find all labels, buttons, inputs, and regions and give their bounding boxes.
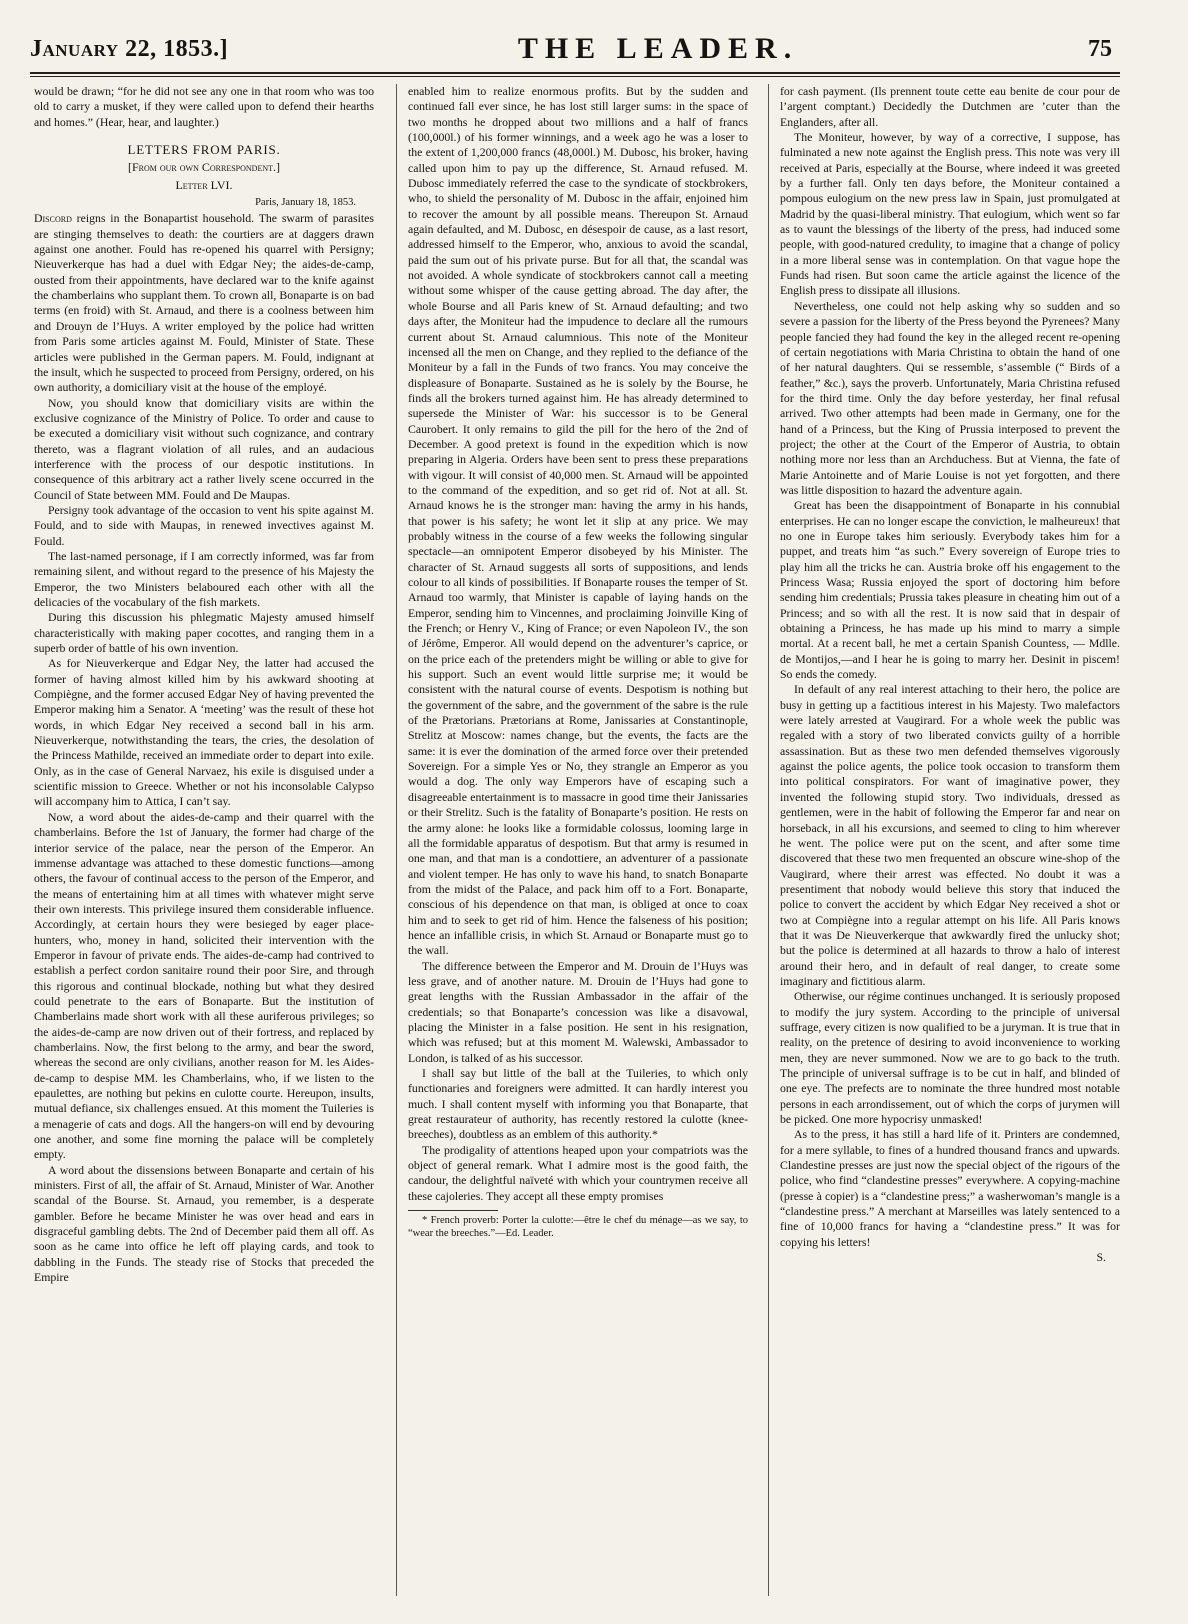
paragraph: I shall say but little of the ball at the Tuileries, to which only functionaries and foreigners were admitted. It can hardly interest you much. I shall content myself with informing you that Bonaparte, that great restaurateur of authority, has recently restored la culotte (knee-breeches), doubtless as an emblem of this authority.*: [408, 1066, 748, 1142]
paragraph: As to the press, it has still a hard life of it. Printers are condemned, for a mere syllable, to fines of a hundred thousand francs and upwards. Clandestine presses are just now the special object of the rigours of the police, who find “clandestine presses” everywhere. A copying-machine (presse à copier) is a “clandestine press;” a washerwoman’s mangle is a “clandestine press.” A merchant at Marseilles was lately sentenced to a fine of 10,000 francs for having a “clandestine press.” It was for copying his letters!: [780, 1127, 1120, 1249]
paragraph: The prodigality of attentions heaped upon your compatriots was the object of general remark. What I admire most is the good faith, the candour, the delightful naïveté with which your countrymen receive all these cajoleries. They accept all these empty promises: [408, 1142, 748, 1203]
article-heading: LETTERS FROM PARIS.: [127, 142, 281, 158]
paragraph: [34, 211, 374, 395]
masthead-rule-thick: [30, 72, 1120, 74]
paragraph: A word about the dissensions between Bonaparte and certain of his ministers. First of all, the affair of St. Arnaud, Minister of War. Another scandal of the Bourse. St. Arnaud, you remember, is a desperate gambler. Before he became Minister he was over head and ears in disgraceful gambling debts. The 2nd of December paid them all off. As soon as he came into office he left off playing cards, and took to dabbling in the Funds. The steady rise of Stocks that preceded the Empire: [34, 1162, 374, 1285]
paragraph: for cash payment. (Ils prennent toute cette eau benite de cour pour de l’argent comptant.) Decidedly the Dutchmen are ’cuter than the Englanders, after all.: [780, 84, 1120, 129]
opening-word: Discord: [34, 211, 72, 226]
paragraph: would be drawn; “for he did not see any one in that room who was too old to carry a musket, if they were called upon to defend their hearths and homes.” (Hear, hear, and laughter.): [34, 84, 374, 129]
paragraph: Otherwise, our régime continues unchanged. It is seriously proposed to modify the jury system. According to the principle of universal suffrage, every citizen is now qualified to be a juryman. It is true that in reality, on the pretence of desiring to avoid inconvenience to working men, they are never summoned. Now we are to go back to the truth. The principle of universal suffrage is to be cut in half, and blinded of one eye. The prefects are to nominate the three hundred most notable persons in each arrondissement, out of which the corps of jurymen will be picked. One more hypocrisy unmasked!: [780, 989, 1120, 1127]
footnote: * French proverb: Porter la culotte:—être le chef du ménage—as we say, to “wear the breeches.”—Ed. Leader.: [408, 1215, 748, 1240]
newspaper-title: THE LEADER.: [517, 32, 799, 65]
article-subheading: [From our own Correspondent.]: [127, 160, 280, 175]
footnote-rule: [408, 1210, 498, 1211]
paragraph: Nevertheless, one could not help asking why so sudden and so severe a passion for the liberty of the Press beyond the Pyrenees? Many people fancied they had found the key in the alleged recent re-opening of certain negotiations with Maria Christina to obtain the hand of one of her natural daughters. Qui se ressemble, s’assemble (“ Birds of a feather,” &c.), says the proverb. Unfortunately, Maria Christina refused for the third time. Only the day before yesterday, her final refusal arrived. Two other attempts had been made in Germany, one for the hand of a Princess, but the King of Prussia interposed to prevent the project; the other at the Court of the Emperor of Austria, to obtain nothing more nor less than an Archduchess. But at Vienna, the fate of Marie Antoinette and of Marie Louise is not yet forgotten, and there was little disposition to hazard the adventure again.: [780, 298, 1120, 497]
paragraph: Great has been the disappointment of Bonaparte in his connubial enterprises. He can no longer escape the conviction, le malheureux! that no one in Europe takes him seriously. Everybody takes him for a puppet, and treats him “as such.” Every sovereign of Europe tries to play him all the tricks he can. Austria broke off his engagement to the Princess Wasa; Russia enjoyed the sport of doctoring him before sending him credentials; Prussia takes pleasure in cheating him out of a Princess; and so with all the rest. It is now said that in despair of obtaining a Princess, he has made up his mind to marry a simple mortal. At a recent ball, he met a certain Spanish Countess, — Mdlle. de Montijos,—and I hear he is going to marry her. Desinit in piscem! So ends the comedy.: [780, 498, 1120, 682]
paragraph: The Moniteur, however, by way of a corrective, I suppose, has fulminated a new note against the English press. This note was very ill received at Paris, especially at the Bourse, where indeed it was greeted by a further fall. Only ten days before, the Moniteur contained a pompous eulogium on the new press law in Spain, just promulgated at Madrid by the quasi-liberal ministry. That eulogium, which went so far as to vaunt the blessings of the liberty of the press, had induced some people, with good-natured credulity, to imagine that a change of policy in a more liberal sense was in contemplation. On that vague hope the Funds had risen. But soon came the article against the licence of the English press to dissipate all illusions.: [780, 130, 1120, 298]
paragraph-text: reigns in the Bonapartist household. The swarm of parasites are stinging themselves to death: the courtiers are at daggers drawn against one another. Fould has re-opened his quarrel with Persigny; Nieuverkerque has had a duel with Edgar Ney; the aides-de-camp, ousted from their appointments, have declared war to the knife against the chamberlains who supplant them. To crown all, Bonaparte is on bad terms (en froid) with St. Arnaud, and there is a coolness between him and Drouyn de l’Huys. A writer employed by the police had written from Paris some articles against M. Fould, Minister of State. These articles were published in the German papers. M. Fould, indignant at the insult, which he suspected to proceed from Persigny, ordered, on his own authority, a domiciliary visit at the house of the employé.: [34, 211, 374, 395]
paragraph: enabled him to realize enormous profits. But by the sudden and continued fall ever since, he has lost still larger sums: in the space of two months he dropped about two millions and a half of francs (100,000l.) of his former winnings, and a week ago he was a loser to the extent of 1,200,000 francs (48,000l.) M. Dubosc, his broker, having called upon him to pay up the difference, St. Arnaud refused. M. Dubosc immediately referred the case to the syndicate of stockbrokers, who, to shield the personality of M. Dubosc in the affair, enjoined him to recover the amount by all possible means. Thereupon St. Arnaud again defaulted, and M. Dubosc, en désespoir de cause, as a last resort, addressed himself to the Emperor, who, anxious to avoid the scandal, paid the sum out of his private purse. But for all that, the scandal was not avoided. A whole syndicate of stockbrokers cannot call a meeting without some whisper of the cause getting abroad. The day after, the whole Bourse and all Paris knew of St. Arnaud defaulting; and two days after, the Moniteur had the impudence to declare all the rumours current about St. Arnaud calumnious. This note of the Moniteur incensed all the men on Change, and they replied to the defiance of the Moniteur by a fall in the Funds of two francs. You may conceive the displeasure of Bonaparte. Sustained as he is solely by the Bourse, he finds all the brokers turned against him. He has already determined to supersede the Minister of War: his successor is to be General Caurobert. It only remains to gild the pill for the hero of the 2nd of December. A good pretext is found in the expedition which is now preparing in Algeria. Orders have been sent to press these preparations with vigour. It will consist of 40,000 men. St. Arnaud will be appointed to the command of the expedition, and so get rid of. Not at all. St. Arnaud knows he is the stronger man: having the army in his hands, that power is his safety; he wont let it slip at any price. We may probably witness in the course of a few weeks the following singular spectacle—an omnipotent Emperor disobeyed by his Minister. The character of St. Arnaud suggests all sorts of suppositions, and lends colour to all kinds of possibilities. If Bonaparte rouses the temper of St. Arnaud too warmly, that Minister is capable of laying hands on the Emperor, sending him to Vincennes, and proclaiming Joinville King of the French; or Henry V., King of France; or even Napoleon IV., the son of Jérôme, Emperor. All would depend on the adventurer’s caprice, or on the price each of the pretenders might be willing or able to give for his support. Such an event would little surprise me; it would be consistent with the natural course of events. Despotism is nothing but the government of the sabre, and the government of the sabre is the rule of the Prætorians. Prætorians at Rome, Janissaries at Constantinople, Strelitz at Moscow: names change, but the events, the facts are the same: it is ever the domination of the armed force over their pretended Sovereign. For a simple Yes or No, they strangle an Emperor as you would a dog. The only way Emperors have of escaping such a disagreeable entertainment is to massacre in good time their Janissaries or their Strelitz. Such is the fatality of Bonaparte’s position. He rests on the army alone: he looks like a formidable colossus, looming large in all the formidable apparatus of despotism. But that army is resumed in one man, and that man is a condottiere, an adventurer of a passionate and violent temper. He has only to wave his hand, to snatch Bonaparte from the midst of the Palace, and pack him off to a Fort. Bonaparte, conscious of his dependence on that man, is obliged at once to coax him and to seek to get rid of him. Hence the falseness of his position; hence an infallible crisis, in which St. Arnaud or Bonaparte must go to the wall.: [408, 84, 748, 958]
issue-date: January 22, 1853.]: [30, 35, 229, 62]
paragraph: The difference between the Emperor and M. Drouin de l’Huys was less grave, and of another nature. M. Drouin de l’Huys had gone to great lengths with the Russian Ambassador in the affair of the credentials; so that Bonaparte’s concession was like a disavowal, placing the Minister in a false position. He sent in his resignation, which was refused; but at this moment M. Walewski, Ambassador to London, is talked of as his successor.: [408, 958, 748, 1065]
paragraph: During this discussion his phlegmatic Majesty amused himself characteristically with making paper cocottes, and ranging them in a superb order of battle of his own invention.: [34, 610, 374, 656]
column-divider-1: [396, 84, 397, 1596]
column-3: [780, 84, 1120, 1596]
paragraph: As for Nieuverkerque and Edgar Ney, the latter had accused the former of having almost killed him by his awkward shooting at Compiègne, and the former accused Edgar Ney of having prevented the Emperor making him a Senator. A ‘meeting’ was the result of these hot words, in which Edgar Ney received a second ball in his arm. Nieuverkerque, notwithstanding the tears, the cries, the desolation of the Princess Mathilde, received an immediate order to depart into exile. Only, as in the case of General Narvaez, his exile is disguised under a scientific mission to Greece. Whether or not his inconsolable Calypso will accompany him to Attica, I can’t say.: [34, 656, 374, 809]
paragraph: The last-named personage, if I am correctly informed, was far from remaining silent, and without regard to the presence of his Majesty the Emperor, the two Ministers belaboured each other with all the delicacies of the vocabulary of the fish markets.: [34, 548, 374, 609]
masthead-rule-thin: [30, 76, 1120, 77]
letter-number: Letter LVI.: [175, 177, 233, 192]
column-1: [34, 84, 374, 1596]
signature: S.: [1096, 1250, 1106, 1265]
column-divider-2: [768, 84, 769, 1596]
paragraph: In default of any real interest attaching to their hero, the police are busy in getting up a factitious interest in his Majesty. Two malefactors were lately arrested at Vaugirard. For a whole week the public was regaled with a story of two liberated convicts guilty of a horrible assassination. But as these two men defended themselves vigorously against the police agents, the police took occasion to transform them into political conspirators. For want of imaginative power, they invented the following stupid story. Two individuals, dressed as gentlemen, were in the habit of following the Emperor far and near on horseback, in all his excursions, and seemed to cling to him wherever he went. The police were put on the scent, and after some time discovered that these two men frequented an obscure wine-shop of the Vaugirard, where their arrest was effected. No doubt it was a presentiment that nobody would believe this story that induced the police to convert the accident by which Edgar Ney received a shot or two at Compiègne into a regular attempt on his life. All Paris knows that it was De Nieuverkerque that awkwardly fired the unlucky shot; but the police is determined at all hazards to throw a halo of interest around their hero, and in default of real danger, to create some imaginary and fictitious alarm.: [780, 682, 1120, 988]
masthead: [30, 30, 1112, 68]
paragraph: Now, you should know that domiciliary visits are within the exclusive cognizance of the Ministry of Police. To order and cause to be executed a domiciliary visit without such cognizance, and contrary thereto, was a flagrant violation of all rules, and an audacious interference with the process of our despotic institutions. In consequence of this arbitrary act a rather lively scene occurred in the Council of State between MM. Fould and De Maupas.: [34, 395, 374, 502]
paragraph: Persigny took advantage of the occasion to vent his spite against M. Fould, and to side with Maupas, in renewed invectives against M. Fould.: [34, 502, 374, 548]
page-number: 75: [1087, 35, 1112, 62]
column-2: [408, 84, 748, 1596]
dateline: Paris, January 18, 1853.: [255, 197, 356, 209]
paragraph: Now, a word about the aides-de-camp and their quarrel with the chamberlains. Before the 1st of January, the former had charge of the interior service of the palace, near the person of the Emperor. An immense advantage was attached to these domestic functions—among others, the favour of continual access to the person of the Emperor, and the means of entertaining him at all times with whatever might serve their own interests. This privilege insured them considerable influence. Accordingly, at certain hours they were besieged by eager place-hunters, who, money in hand, solicited their intervention with the Emperor in favour of private ends. The aides-de-camp had contrived to establish a perfect cordon sanitaire round their poor Sire, and through this rigorous and continual blockade, nothing but what they desired could penetrate to the ears of Bonaparte. But the institution of Chamberlains made short work with all these auriferous privileges; so the aides-de-camp are now driven out of their fortress, and replaced by chamberlains. Now, the first belong to the army, and bear the sword, whereas the second are only civilians, another reason for M. les Aides-de-camp to despise MM. les Chamberlains, who, if we listen to the epaulettes, are nothing but pekins en culotte courte. Hereupon, insults, mutual defiance, six challenges ensued. At this moment the Tuileries is a menagerie of cats and dogs. All the hangers-on will end by devouring one another, and some fine morning the palace will be completely empty.: [34, 809, 374, 1162]
